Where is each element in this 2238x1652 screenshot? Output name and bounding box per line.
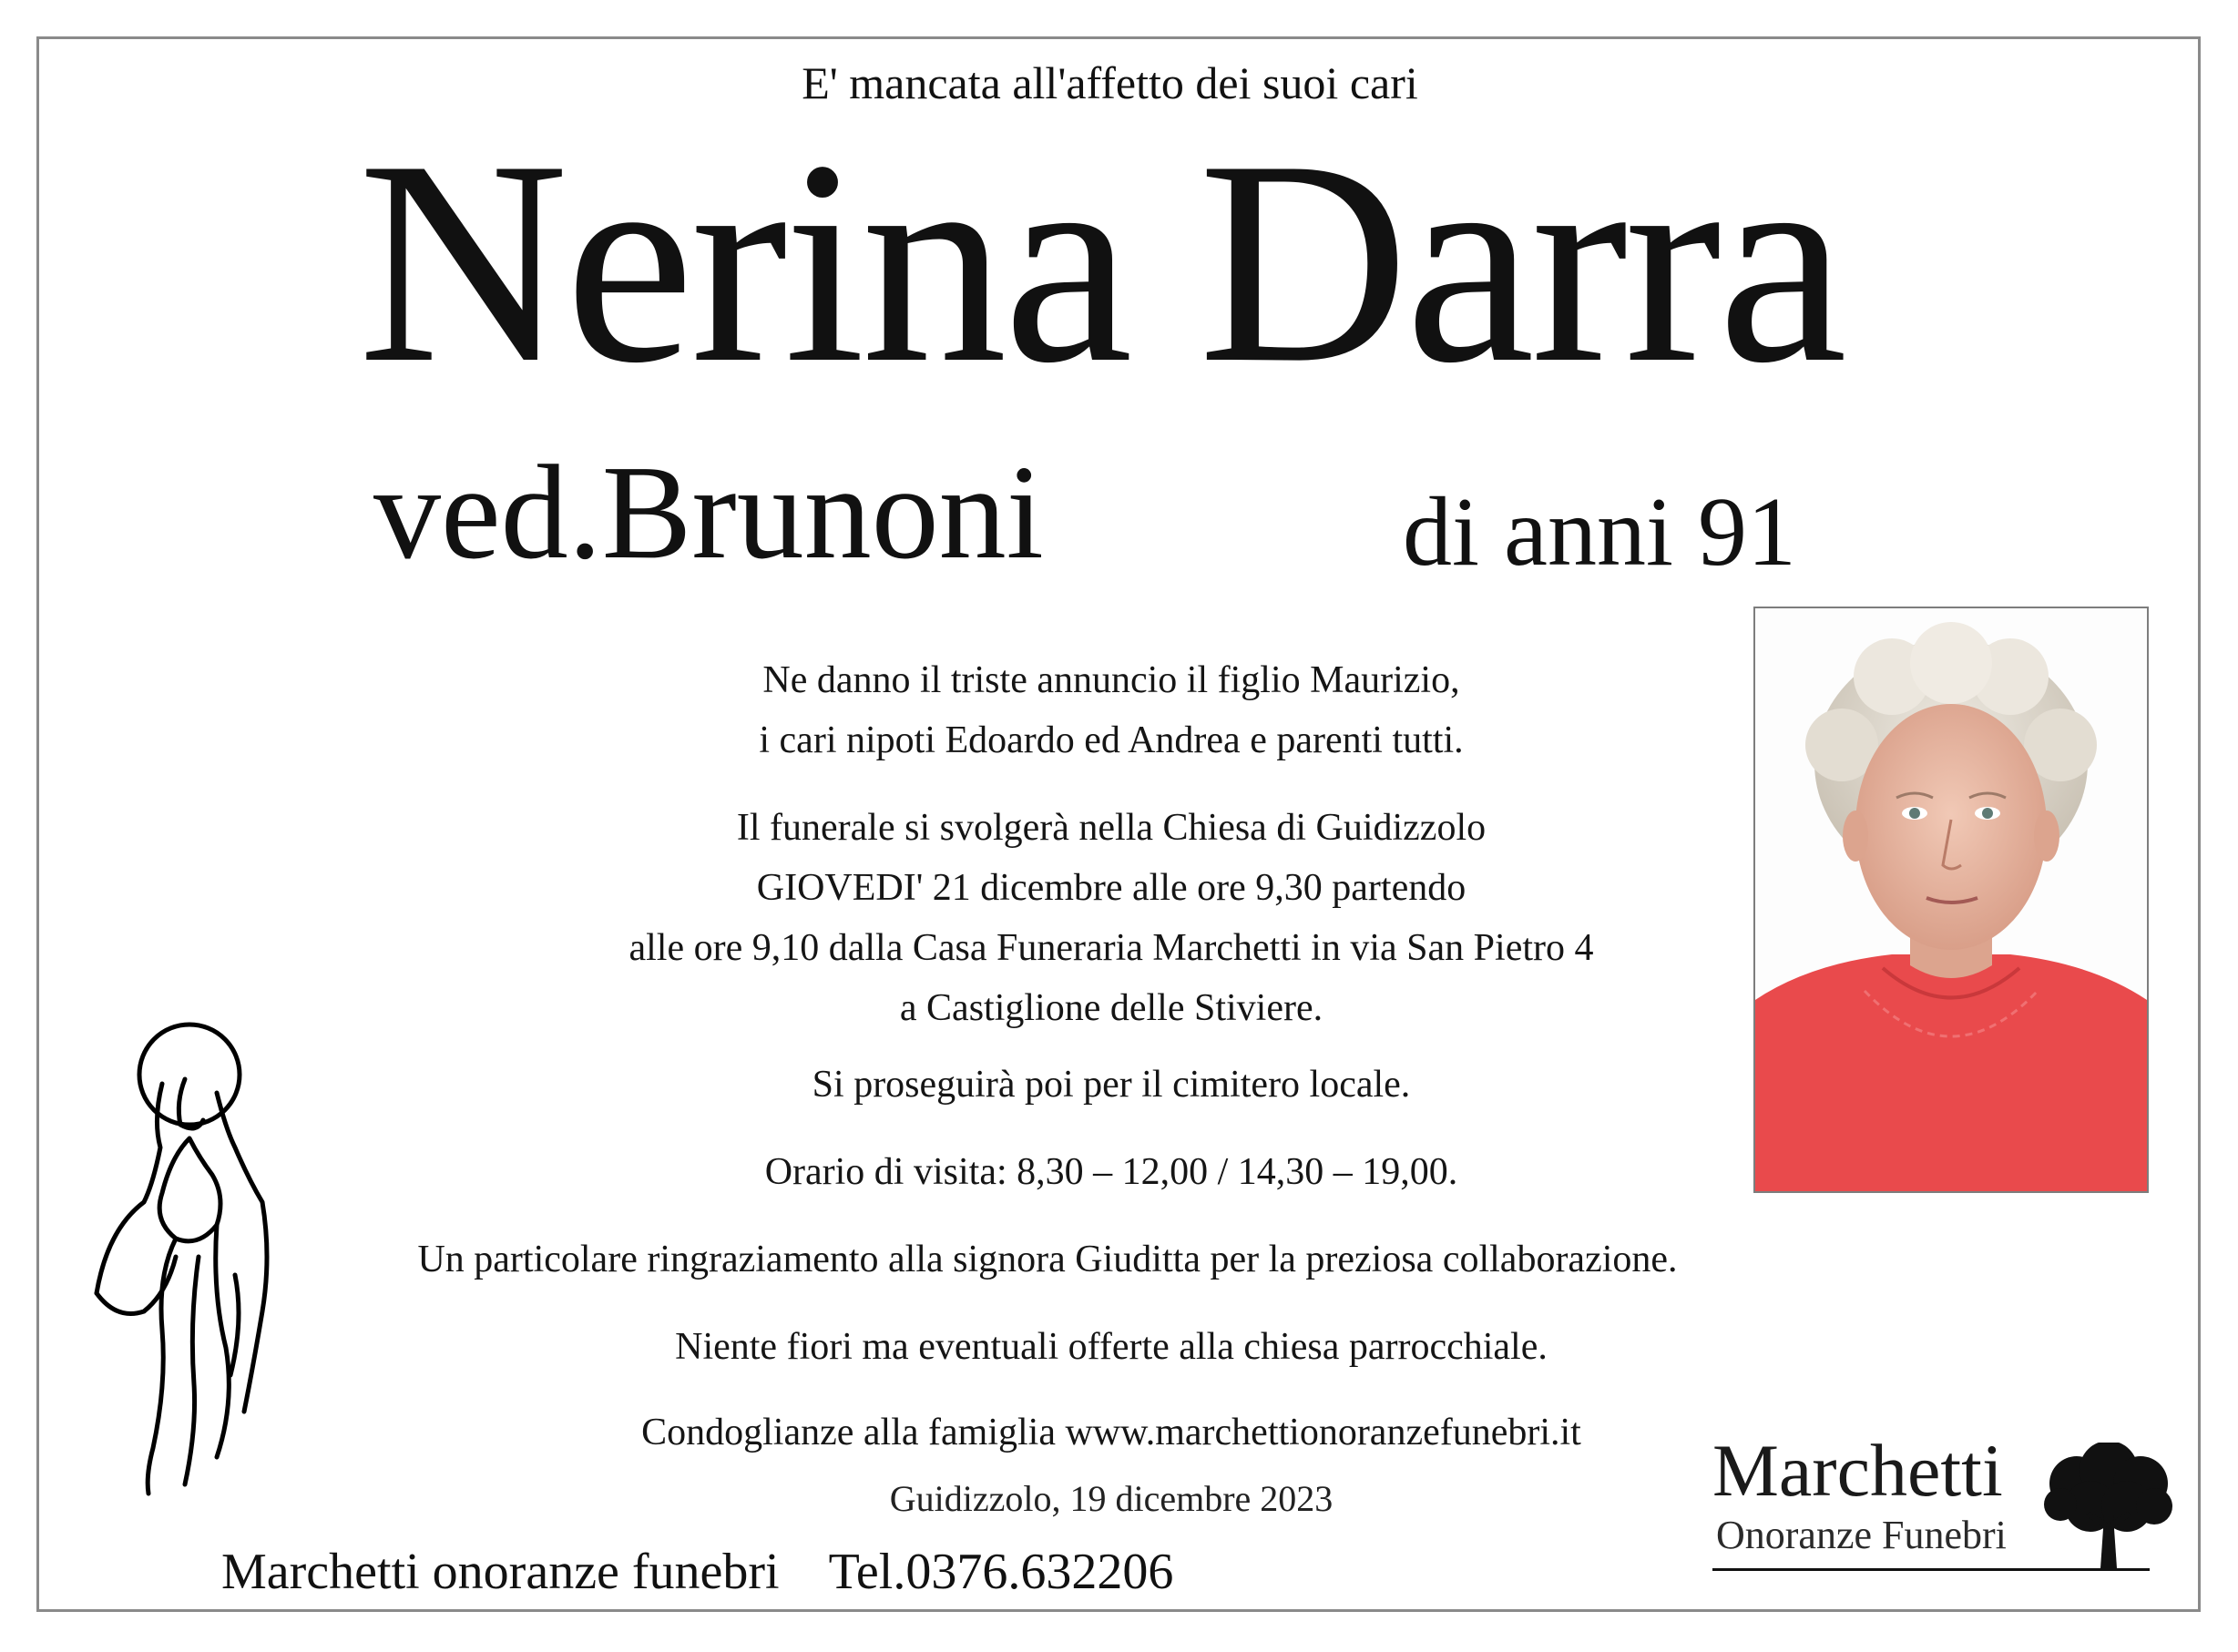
flowers-line: Niente fiori ma eventuali offerte alla chiesa parrocchiale. [675,1326,1548,1368]
funeral-line-4: a Castiglione delle Stiviere. [899,987,1323,1029]
deceased-name: Nerina Darra [358,101,1844,423]
funeral-line-3: alle ore 9,10 dalla Casa Funeraria Marchetti in via San Pietro 4 [628,927,1594,969]
company-logo [1712,1430,2186,1585]
condolences-line: Condoglianze alla famiglia www.marchettionoranzefunebri.it [641,1412,1581,1453]
visiting-hours: Orario di visita: 8,30 – 12,00 / 14,30 – 19,00. [764,1151,1458,1193]
company-name: Marchetti onoranze funebri [221,1544,780,1600]
announcement-line-2: i cari nipoti Edoardo ed Andrea e parenti tutti. [759,719,1464,761]
intro-line: E' mancata all'affetto dei suoi cari [802,57,1418,108]
logo-subtitle: Onoranze Funebri [1716,1513,2007,1557]
announcement-line-1: Ne danno il triste annuncio il figlio Maurizio, [762,659,1460,701]
madonna-icon [89,1020,290,1503]
funeral-line-1: Il funerale si svolgerà nella Chiesa di Guidizzolo [736,807,1487,849]
funeral-line-2: GIOVEDI' 21 dicembre alle ore 9,30 partendo [756,867,1466,909]
portrait-photo [1753,607,2149,1193]
logo-title: Marchetti [1712,1429,2003,1512]
place-date: Guidizzolo, 19 dicembre 2023 [889,1478,1334,1519]
widow-surname: ved.Brunoni [373,438,1044,587]
age-label: di anni 91 [1403,478,1796,586]
thanks-line: Un particolare ringraziamento alla signora Giuditta per la preziosa collaborazione. [417,1239,1678,1280]
burial-line: Si proseguirà poi per il cimitero locale. [812,1064,1411,1106]
company-footer [221,1545,1173,1599]
portrait-illustration [1755,608,2147,1191]
company-phone: Tel.0376.632206 [828,1544,1174,1600]
tree-icon [2040,1443,2177,1570]
